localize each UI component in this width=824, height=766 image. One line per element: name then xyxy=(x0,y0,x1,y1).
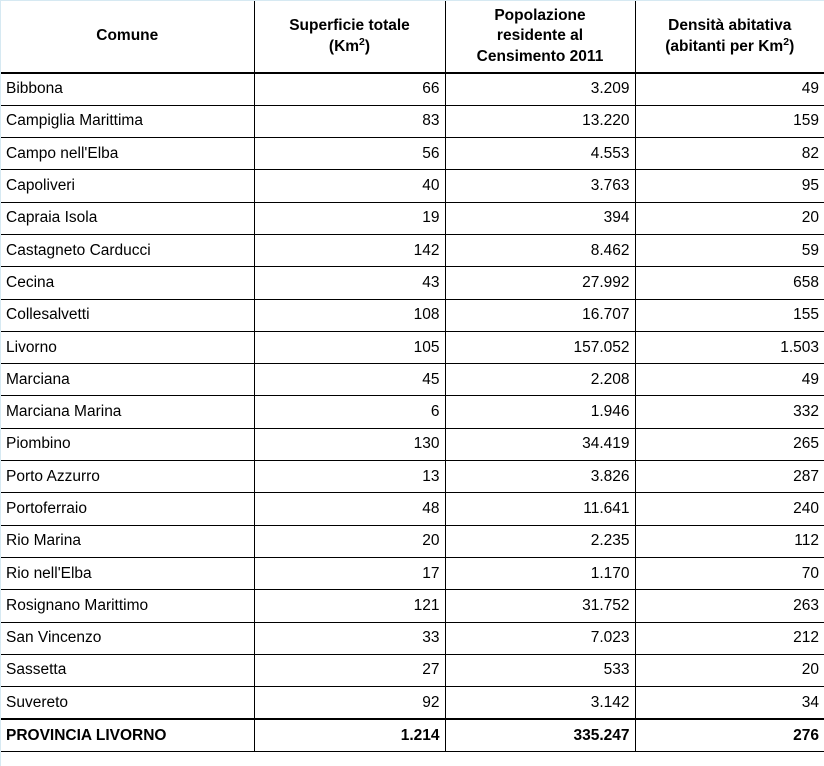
cell-popolazione: 7.023 xyxy=(445,622,635,654)
cell-comune: San Vincenzo xyxy=(1,622,254,654)
cell-comune: Castagneto Carducci xyxy=(1,234,254,266)
table-row xyxy=(1,138,824,170)
column-header-popolazione xyxy=(445,1,635,73)
cell-superficie: 17 xyxy=(254,557,445,589)
table-row xyxy=(1,267,824,299)
column-header-superficie xyxy=(254,1,445,73)
cell-comune: Porto Azzurro xyxy=(1,461,254,493)
cell-popolazione: 16.707 xyxy=(445,299,635,331)
table-row xyxy=(1,590,824,622)
table-row xyxy=(1,234,824,266)
table-row xyxy=(1,396,824,428)
cell-densita: 658 xyxy=(635,267,824,299)
cell-popolazione: 1.946 xyxy=(445,396,635,428)
cell-densita: 240 xyxy=(635,493,824,525)
cell-popolazione: 2.235 xyxy=(445,525,635,557)
table-row xyxy=(1,461,824,493)
cell-comune: Marciana Marina xyxy=(1,396,254,428)
cell-superficie: 43 xyxy=(254,267,445,299)
cell-superficie: 105 xyxy=(254,331,445,363)
cell-superficie: 13 xyxy=(254,461,445,493)
cell-popolazione: 34.419 xyxy=(445,428,635,460)
table-row xyxy=(1,299,824,331)
cell-superficie: 19 xyxy=(254,202,445,234)
table-row xyxy=(1,331,824,363)
table-row xyxy=(1,170,824,202)
cell-popolazione: 157.052 xyxy=(445,331,635,363)
cell-densita: 49 xyxy=(635,364,824,396)
table-row xyxy=(1,622,824,654)
cell-superficie: 48 xyxy=(254,493,445,525)
cell-comune: Campiglia Marittima xyxy=(1,105,254,137)
header-densita-unit-open: (abitanti per Km xyxy=(665,37,784,55)
total-cell-comune: PROVINCIA LIVORNO xyxy=(1,719,254,752)
table-row xyxy=(1,73,824,105)
table-total-row xyxy=(1,719,824,752)
cell-densita: 332 xyxy=(635,396,824,428)
cell-densita: 20 xyxy=(635,654,824,686)
cell-popolazione: 31.752 xyxy=(445,590,635,622)
column-header-densita xyxy=(635,1,824,73)
cell-superficie: 108 xyxy=(254,299,445,331)
header-row xyxy=(1,1,824,73)
cell-superficie: 66 xyxy=(254,73,445,105)
table-row xyxy=(1,364,824,396)
cell-popolazione: 27.992 xyxy=(445,267,635,299)
header-popolazione-line2: residente al xyxy=(496,27,584,45)
cell-popolazione: 3.763 xyxy=(445,170,635,202)
cell-densita: 49 xyxy=(635,73,824,105)
cell-superficie: 56 xyxy=(254,138,445,170)
header-superficie-unit-close: ) xyxy=(364,37,371,55)
cell-popolazione: 2.208 xyxy=(445,364,635,396)
cell-comune: Bibbona xyxy=(1,73,254,105)
header-comune-text: Comune xyxy=(96,27,159,45)
cell-densita: 1.503 xyxy=(635,331,824,363)
cell-comune: Campo nell'Elba xyxy=(1,138,254,170)
cell-densita: 70 xyxy=(635,557,824,589)
table-row xyxy=(1,687,824,719)
table-row xyxy=(1,202,824,234)
table-row xyxy=(1,557,824,589)
cell-comune: Capraia Isola xyxy=(1,202,254,234)
table-body xyxy=(1,73,824,752)
cell-comune: Sassetta xyxy=(1,654,254,686)
cell-comune: Suvereto xyxy=(1,687,254,719)
header-densita-line1: Densità abitativa xyxy=(668,17,792,35)
cell-densita: 263 xyxy=(635,590,824,622)
cell-superficie: 130 xyxy=(254,428,445,460)
cell-popolazione: 394 xyxy=(445,202,635,234)
cell-densita: 34 xyxy=(635,687,824,719)
comuni-statistics-table xyxy=(1,1,824,752)
cell-popolazione: 3.142 xyxy=(445,687,635,719)
table-row xyxy=(1,654,824,686)
cell-comune: Cecina xyxy=(1,267,254,299)
cell-superficie: 83 xyxy=(254,105,445,137)
header-superficie-unit-exponent: 2 xyxy=(359,35,365,48)
cell-popolazione: 8.462 xyxy=(445,234,635,266)
cell-densita: 155 xyxy=(635,299,824,331)
cell-densita: 265 xyxy=(635,428,824,460)
table-row xyxy=(1,493,824,525)
cell-popolazione: 4.553 xyxy=(445,138,635,170)
cell-superficie: 27 xyxy=(254,654,445,686)
header-superficie-unit-open: (Km xyxy=(328,37,360,55)
column-header-comune xyxy=(1,1,254,73)
cell-comune: Rio Marina xyxy=(1,525,254,557)
cell-densita: 82 xyxy=(635,138,824,170)
cell-comune: Rosignano Marittimo xyxy=(1,590,254,622)
table-row xyxy=(1,428,824,460)
cell-popolazione: 533 xyxy=(445,654,635,686)
cell-comune: Capoliveri xyxy=(1,170,254,202)
cell-comune: Marciana xyxy=(1,364,254,396)
cell-densita: 159 xyxy=(635,105,824,137)
header-densita-unit-exponent: 2 xyxy=(783,35,790,48)
cell-comune: Livorno xyxy=(1,331,254,363)
cell-popolazione: 11.641 xyxy=(445,493,635,525)
total-cell-popolazione: 335.247 xyxy=(445,719,635,752)
cell-popolazione: 3.826 xyxy=(445,461,635,493)
cell-popolazione: 3.209 xyxy=(445,73,635,105)
cell-comune: Portoferraio xyxy=(1,493,254,525)
cell-comune: Rio nell'Elba xyxy=(1,557,254,589)
cell-superficie: 121 xyxy=(254,590,445,622)
cell-superficie: 20 xyxy=(254,525,445,557)
cell-popolazione: 1.170 xyxy=(445,557,635,589)
cell-comune: Piombino xyxy=(1,428,254,460)
cell-densita: 212 xyxy=(635,622,824,654)
header-densita-unit-close: ) xyxy=(789,37,795,55)
cell-superficie: 40 xyxy=(254,170,445,202)
cell-densita: 20 xyxy=(635,202,824,234)
cell-comune: Collesalvetti xyxy=(1,299,254,331)
cell-densita: 95 xyxy=(635,170,824,202)
header-popolazione-line1: Popolazione xyxy=(494,6,586,24)
table-header xyxy=(1,1,824,73)
total-cell-superficie: 1.214 xyxy=(254,719,445,752)
cell-densita: 59 xyxy=(635,234,824,266)
total-cell-densita: 276 xyxy=(635,719,824,752)
table-row xyxy=(1,105,824,137)
cell-popolazione: 13.220 xyxy=(445,105,635,137)
cell-densita: 112 xyxy=(635,525,824,557)
header-superficie-line1: Superficie totale xyxy=(289,17,410,35)
cell-densita: 287 xyxy=(635,461,824,493)
cell-superficie: 45 xyxy=(254,364,445,396)
header-popolazione-line3: Censimento 2011 xyxy=(476,47,604,65)
table-row xyxy=(1,525,824,557)
cell-superficie: 33 xyxy=(254,622,445,654)
cell-superficie: 6 xyxy=(254,396,445,428)
cell-superficie: 142 xyxy=(254,234,445,266)
cell-superficie: 92 xyxy=(254,687,445,719)
